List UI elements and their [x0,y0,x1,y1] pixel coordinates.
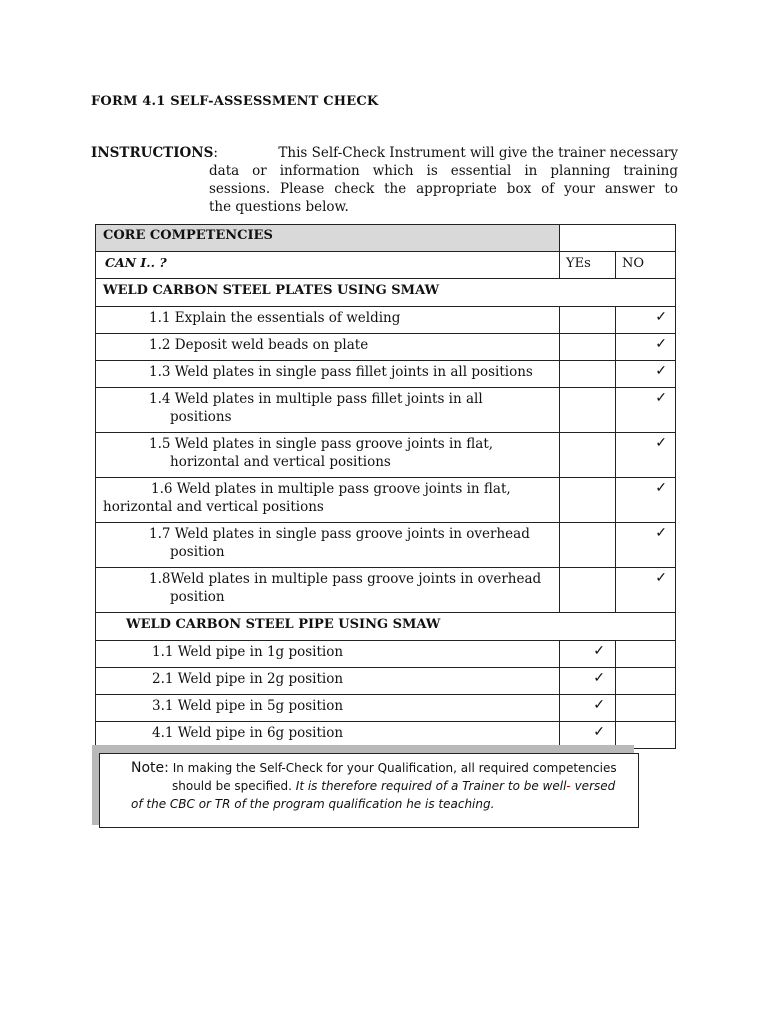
yes-checkbox[interactable] [560,523,616,568]
can-i-label: CAN I.. ? [96,252,560,279]
competency-text-continued: horizontal and vertical positions [170,454,391,470]
note-label: Note: [131,760,169,776]
no-checkbox[interactable] [616,388,676,433]
instructions-colon: : [213,145,218,161]
note-text-2d: versed [570,779,616,793]
form-title: FORM 4.1 SELF-ASSESSMENT CHECK [91,94,379,109]
competency-text: 1.2 Deposit weld beads on plate [149,337,369,353]
competency-text: 1.3 Weld plates in single pass fillet joints in all positions [149,364,533,380]
check-mark-icon: ✓ [593,643,605,659]
check-mark-icon: ✓ [655,363,667,379]
yes-checkbox[interactable] [560,361,616,388]
section-title-pipe: WELD CARBON STEEL PIPE USING SMAW [96,613,676,641]
yes-column-header: YEs [560,252,616,279]
competency-item [96,388,560,433]
no-checkbox[interactable] [616,478,676,523]
core-competencies-header: CORE COMPETENCIES [96,225,560,252]
check-mark-icon: ✓ [655,435,667,451]
competency-text-continued: position [170,589,225,605]
check-mark-icon: ✓ [655,570,667,586]
competency-item [96,361,560,388]
note-text-2a: should be specified. [172,779,292,793]
instructions-line-3: sessions. Please check the appropriate box of your answer to [209,181,678,197]
table-row [96,695,676,722]
table-header-row [96,225,676,252]
check-mark-icon: ✓ [655,336,667,352]
table-row [96,523,676,568]
table-row [96,334,676,361]
yes-checkbox[interactable] [560,433,616,478]
no-checkbox[interactable] [616,695,676,722]
note-text-3: of the CBC or TR of the program qualification he is teaching. [131,797,495,811]
header-blank-cell [560,225,676,252]
no-checkbox[interactable] [616,307,676,334]
no-checkbox[interactable] [616,641,676,668]
yes-checkbox[interactable] [560,334,616,361]
note-text-1: In making the Self-Check for your Qualification, all required competencies [172,761,617,775]
competency-item [96,568,560,613]
table-row [96,668,676,695]
yes-checkbox[interactable] [560,307,616,334]
check-mark-icon: ✓ [593,724,605,740]
no-checkbox[interactable] [616,334,676,361]
table-row [96,478,676,523]
competency-item [96,695,560,722]
competency-item [96,334,560,361]
competency-item [96,641,560,668]
section-row-plates [96,279,676,307]
no-checkbox[interactable] [616,568,676,613]
competency-text-continued: horizontal and vertical positions [103,499,324,515]
no-checkbox[interactable] [616,361,676,388]
note-text-2b: It is therefore required of a Trainer to be well [295,779,567,793]
no-checkbox[interactable] [616,433,676,478]
competency-text: 1.6 Weld plates in multiple pass groove joints in flat, [151,481,511,497]
check-mark-icon: ✓ [655,480,667,496]
note-line-2 [131,777,630,795]
can-i-row [96,252,676,279]
competency-text-continued: positions [170,409,232,425]
instructions [91,144,678,216]
yes-checkbox[interactable] [560,388,616,433]
no-checkbox[interactable] [616,523,676,568]
self-check-table [95,224,676,749]
note-hyphen: - [566,779,571,793]
instructions-line-2: data or information which is essential in planning training [209,163,678,179]
competency-item [96,307,560,334]
competency-text: 4.1 Weld pipe in 6g position [152,725,344,741]
yes-checkbox[interactable] [560,568,616,613]
competency-text: 1.8Weld plates in multiple pass groove joints in overhead [149,571,542,587]
competency-text: 3.1 Weld pipe in 5g position [152,698,344,714]
check-mark-icon: ✓ [655,390,667,406]
section-title-plates: WELD CARBON STEEL PLATES USING SMAW [96,279,676,307]
competency-text: 1.4 Weld plates in multiple pass fillet joints in all [149,391,483,407]
note-box [99,753,639,828]
check-mark-icon: ✓ [655,525,667,541]
competency-item [96,523,560,568]
check-mark-icon: ✓ [593,697,605,713]
yes-checkbox[interactable] [560,478,616,523]
competency-text: 1.7 Weld plates in single pass groove joints in overhead [149,526,530,542]
section-row-pipe [96,613,676,641]
competency-item [96,478,560,523]
competency-text: 1.1 Explain the essentials of welding [149,310,401,326]
table-row [96,388,676,433]
competency-item [96,668,560,695]
table-row [96,307,676,334]
competency-text-continued: position [170,544,225,560]
yes-checkbox[interactable] [560,641,616,668]
yes-checkbox[interactable] [560,668,616,695]
table-row [96,361,676,388]
table-row [96,433,676,478]
instructions-line-4: the questions below. [209,199,349,215]
yes-checkbox[interactable] [560,695,616,722]
table-row [96,641,676,668]
instructions-line-1: This Self-Check Instrument will give the trainer necessary [278,145,678,161]
no-checkbox[interactable] [616,668,676,695]
competency-text: 1.5 Weld plates in single pass groove joints in flat, [149,436,494,452]
instructions-label: INSTRUCTIONS [91,145,214,161]
competency-text: 1.1 Weld pipe in 1g position [152,644,344,660]
no-column-header: NO [616,252,676,279]
table-row [96,568,676,613]
check-mark-icon: ✓ [655,309,667,325]
competency-text: 2.1 Weld pipe in 2g position [152,671,344,687]
check-mark-icon: ✓ [593,670,605,686]
competency-item [96,433,560,478]
